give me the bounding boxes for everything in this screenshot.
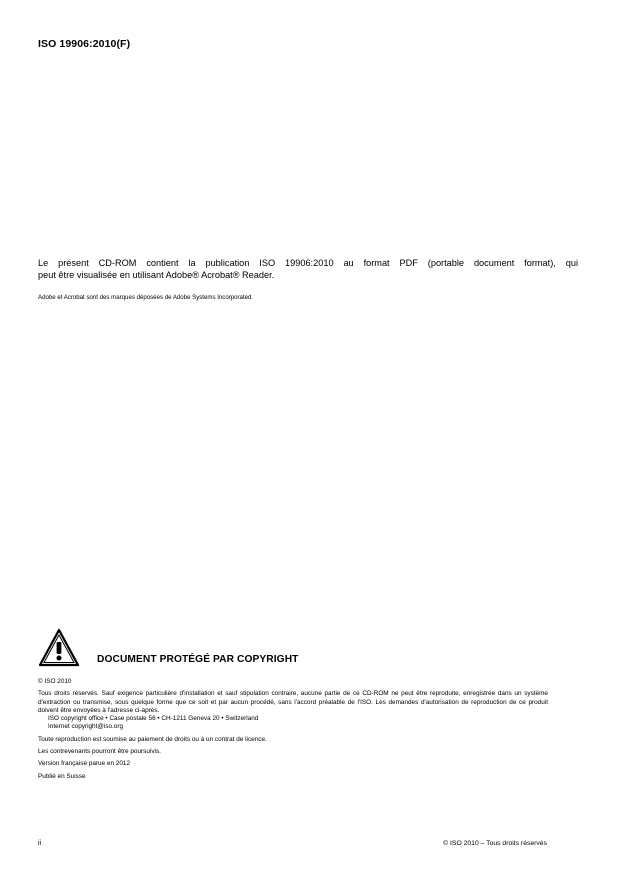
- version-notice: Version française parue en 2012: [38, 760, 131, 768]
- document-id: ISO 19906:2010(F): [38, 38, 131, 50]
- warning-triangle-icon: [38, 628, 80, 668]
- published-notice: Publié en Suisse: [38, 772, 86, 780]
- rights-reserved-text: Tous droits réservés. Sauf exigence particulière d'installation et sauf stipulation contraire, aucune partie de ce CD-ROM ne peut être reproduite, enregistrée dans un système d'extraction ou transmise, sous quelque forme que ce soit et par aucun procédé, sans l'accord préalable de l'ISO. Les demandes d'autorisation de reproduction de ce produit doivent être envoyées à l'adresse ci-après.: [38, 690, 548, 714]
- intro-paragraph: [38, 258, 578, 281]
- page-number: ii: [38, 840, 42, 847]
- intro-line-1: Le présent CD-ROM contient la publication ISO 19906:2010 au format PDF (portable document format), qui: [38, 258, 578, 268]
- copyright-notice: [38, 678, 548, 781]
- offenders-notice: Les contrevenants pourront être poursuivis.: [38, 748, 161, 756]
- iso-internet: Internet copyright@iso.org: [48, 723, 124, 731]
- copyright-year: © ISO 2010: [38, 678, 72, 685]
- copyright-heading: DOCUMENT PROTÉGÉ PAR COPYRIGHT: [97, 654, 299, 665]
- iso-address: ISO copyright office • Case postale 56 • CH-1211 Geneva 20 • Switzerland: [48, 715, 259, 723]
- reproduction-notice: Toute reproduction est soumise au paiement de droits ou à un contrat de licence.: [38, 735, 267, 743]
- intro-line-2: peut être visualisée en utilisant Adobe® Acrobat® Reader.: [38, 269, 275, 280]
- footer-copyright: © ISO 2010 – Tous droits réservés: [443, 840, 547, 847]
- trademark-notice: Adobe et Acrobat sont des marques déposées de Adobe Systems Incorporated.: [38, 294, 254, 301]
